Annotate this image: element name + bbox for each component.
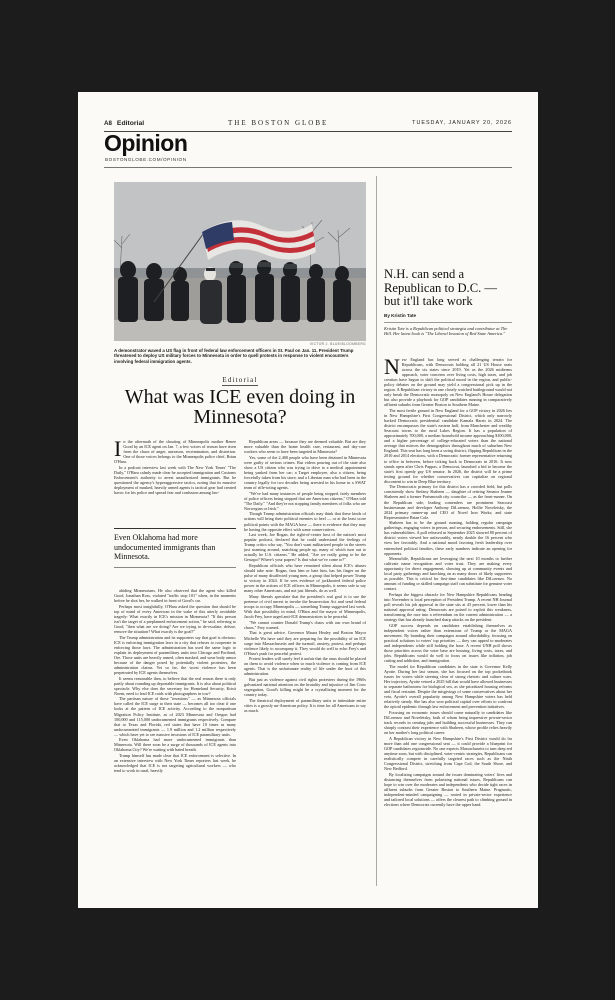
- section-rule: [104, 167, 512, 168]
- page-number: A8: [104, 119, 112, 127]
- byline-rule: [384, 322, 512, 323]
- editorial-label-text: Editorial: [222, 376, 258, 384]
- op-ed-byline: [384, 313, 512, 318]
- editorial-paragraph: The Trump administration and its supporters say that goal is obvious: ICE is enforcing immigration laws in a city that refuses to cooperate in enforcing those laws. The administration has used the same logic to explain its deployment of paramilitary units into Chicago and Portland, Ore. Those units are heavily armed, often masked, and wear body armor because of the danger posed by potentially violent protesters, the administration claims. Yet so far, the worst violence has been perpetrated by ICE agents themselves.: [114, 634, 236, 675]
- op-ed-paragraph: Shaheen has to be the ground running, holding regular campaign gatherings, engaging voters in person, and securing endorsements. Still, she has vulnerabilities. A poll released in September 2025 showed 80 percent of district voters viewed her unfavorably, nearly double the 16 percent who view her favorably. And a national mood favoring fresh leadership over entrenched political families, these early numbers indicate an opening for opponents.: [384, 520, 512, 556]
- op-ed-paragraph: The most fertile ground in New England for a GOP victory in 2026 lies in New Hampshire's First Congressional District, which only narrowly backed Democratic presidential candidate Kamala Harris in 2024. The district encompasses the state's eastern half, from Manchester and wealthy Seacoast towns to the rural Lakes Region. It has a population of approximately 700,000, a median household income approaching $100,000, and a higher percentage of college-educated voters than the national average that mirrors the demographics throughout much of suburban New England. This seat has long been a swing district, flipping Republican in the 2010 and 2014 elections, with a Democratic former representative returning to office in between, before ticking back to Democrats in 2016. It now stands open after Chris Pappas, a Democrat, launched a bid to become the state's first openly gay US senator. In 2026, the district will be a prime testing ground for whether conservatives can capitalize on regional discontent to win in Deep Blue territory.: [384, 408, 512, 484]
- editorial-paragraph: The theatrical deployment of paramilitary units to intimidate entire cities is a grossly un-American policy. It is time for all Americans to say as much.: [244, 697, 366, 713]
- editorial-column-1-continued: [114, 588, 236, 876]
- newspaper-page: [78, 92, 538, 908]
- op-ed-paragraph: Focusing on economic issues should come naturally to candidates like DiLorenzo and Noveletsky, both of whom bring impressive private-sector track records in creating jobs and building successful businesses. They can sharply contrast their experience with Shaheen, whose profile relies heavily on her mother's long political career.: [384, 709, 512, 736]
- editorial-paragraph: Yes, some of the 2,400 people who have been detained in Minnesota were guilty of serious crimes. But videos pouring out of the state also show a US citizen who was trying to drive to a medical appointment being yanked from her car; a Target employee, also a citizen, being forcefully taken from his store; and a Liberian man who had been in the country legally for two decades being arrested in his home in a SWAT team of rifle-toting agents.: [244, 454, 366, 491]
- op-ed-lead-paragraph: [384, 357, 512, 407]
- photo-illustration: [114, 182, 366, 341]
- op-ed-column: [384, 357, 512, 876]
- op-ed-lead-text: ew England has long served as challenging terrain for Republicans, with Democrats holding all 21 US House seats across the six states since 2019. Yet as the 2026 midterms approach, voter concerns over living costs, high taxes, and job creation have begun to shift the political mood in the region, and public-policy debates on the ground may yield a congressional pick up in the region. A Republican victory in one closely watched battleground would not only break the Democratic monopoly on New England's House delegation but also provide a playbook for GOP candidates running in comparatively affluent suburbs from Greater Boston to Southern Maine.: [384, 357, 512, 408]
- editorial-paragraph: Even Oklahoma had more undocumented immigrants than Minnesota. Will there soon be a surge of thousands of ICE agents into Oklahoma City? We're waiting with bated breath.: [114, 737, 236, 753]
- op-ed-paragraph: Meanwhile, Republicans are leveraging the next 10 months to further cultivate name recognition and voter trust. They are making every opportunity for direct engagement, showing up at community events and local party gatherings and knocking on as many doors of likely supporters as possible. This is critical for first-time candidates like DiLorenzo. No amount of funding or skilled campaign staff can substitute for genuine voter contact.: [384, 556, 512, 592]
- officer-line: [118, 260, 351, 323]
- editorial-paragraph: Republican officials who have remained silent about ICE's abuses should take note. Rogan, fans him or hate him, has his finger on the pulse of many disaffected young men, a group that helped power Trump to victory in 2024. If he sees evidence of jackbooted federal police power in the actions of ICE officers in Minneapolis, it seems safe to say many other Americans, and not just liberals, do as well.: [244, 563, 366, 594]
- opinion-url: BOSTONGLOBE.COM/OPINION: [105, 157, 187, 162]
- opinion-section-title: Opinion: [104, 130, 188, 156]
- editorial-headline: What was ICE even doing in Minnesota?: [124, 386, 356, 428]
- protest-photo: [114, 182, 366, 341]
- op-ed-paragraph: Perhaps the biggest obstacle for New Hampshire Republicans heading into November is local perception of President Trump. A recent NH Journal poll reveals his job approval in the state sits at 43 percent, lower than his national approval rating. Democrats are poised to exploit this weakness, transforming the race into a referendum on the current administration — a strategy that has already launched sharp attacks on the president.: [384, 592, 512, 623]
- editorial-label: [114, 376, 366, 384]
- editorial-paragraph: Trump himself has made clear that ICE enforcement is selective. In an extensive interview with New York Times reporters last week, he acknowledged that ICE is not targeting agricultural workers — who tend to work in rural, heavily: [114, 753, 236, 774]
- snow: [114, 320, 366, 341]
- byline-name: Kristin Tate: [391, 313, 417, 318]
- editorial-paragraph: Though Trump administration officials may think that these kinds of actions will bring their political enemies to heel — or at the least score political points with the MAGA base — there is evidence that they may be having the opposite effect with some conservatives.: [244, 511, 366, 532]
- editorial-paragraph: "We've had many instances of people being stopped, fairly members of police officers being stopped that are American citizens," O'Hara told "The Daily." "And they're not stopping family members of folks who are Norwegian or Irish.": [244, 490, 366, 511]
- editorial-column-1: [114, 436, 236, 496]
- editorial-paragraph: But just as violence against civil rights protesters during the 1960s galvanized national attention on the brutality and injustice of Jim Crow segregation, Good's killing might be a crystallizing moment for the country today.: [244, 677, 366, 698]
- masthead: THE BOSTON GLOBE: [227, 119, 329, 127]
- editorial-lead-text: n the aftermath of the shooting of Minneapolis mother Renee Good by an ICE agent on Jan. 7, a few voices of reason have risen from the chaos of anger, unreason, recrimination, and distortion. One of those voices belongs to the Minneapolis police chief, Brian O'Hara.: [114, 439, 236, 465]
- editorial-dropcap: I: [114, 436, 122, 461]
- op-ed-paragraph: The Democratic primary for this district has a crowded field, but polls consistently show Stefany Shaheen — daughter of retiring Senator Jeanne Shaheen and a former Portsmouth city councilor — as the front-runner. On the Republican side, leading contenders are prominent Seacoast businessman and developer Anthony DiLorenzo, Hollie Noveletsky, the 2024 primary runner-up and CEO of Novel Iron Works; and state Representative Brian Cole.: [384, 484, 512, 520]
- editorial-paragraph: Last week, Joe Rogan, the right-of-center host of the nation's most popular podcast, declared that he could understand the feelings of Trump critics who say, "You don't want militarized people in the streets just roaming around, snatching people up, many of which turn out to actually be U.S. citizens." He added, "Are we really going to be the Gestapo? Where's your papers? Is that what we've come to?": [244, 532, 366, 563]
- op-ed-headline: N.H. can send a Republican to D.C. — but it'll take work: [384, 267, 497, 308]
- editorial-column-2: [244, 439, 366, 873]
- editorial-paragraph: That is great advice. Governor Maura Healey and Boston Mayor Michelle Wu have said they are preparing for the possibility of an ICE surge into Massachusetts and the turmoil, anxiety, protest, and perhaps violence likely to accompany it. They would do well to echo Frey's and O'Hara's push for peaceful protest.: [244, 630, 366, 656]
- section-label: Editorial: [116, 119, 145, 127]
- issue-date: TUESDAY, JANUARY 20, 2026: [412, 120, 512, 126]
- editorial-paragraph: abiding Minnesotans. He also observed that the agent who killed Good, Jonathan Ross, violated "traffic stop 101" when, in the moments before he shot her, he walked in front of Good's car.: [114, 588, 236, 604]
- editorial-paragraph: It seems reasonable then, to believe that the real reason there is only partly about rounding up deportable immigrants. It is also about political spectacle. Why else does the secretary for Homeland Security, Kristi Noem, need to lead ICE raids with photographers in tow?: [114, 675, 236, 696]
- editorial-paragraph: Republican areas — because they are deemed valuable. But are they more valuable than the home health care, restaurant, and day-care workers who seem to have been targeted in Minnesota?: [244, 439, 366, 455]
- op-ed-dropcap: N: [384, 357, 400, 379]
- editorial-paragraph: Many liberals speculate that the president's real goal is to use the pretense of civil unrest to invoke the Insurrection Act and send federal troops to occupy Minneapolis — something Trump suggested last week. With that possibility in mind, O'Hara and the mayor of Minneapolis, Jacob Frey, have urged anti-ICE demonstrators to be peaceful.: [244, 593, 366, 620]
- editorial-lead-paragraph: [114, 436, 236, 465]
- editorial-paragraph: Perhaps most insightfully, O'Hara asked the question that should be top of mind of every American in the wake of this utterly avoidable tragedy: What exactly in ICE's mission in Minnesota? "If this person isn't the target of a preplanned enforcement action," he said, referring to Good, "then what are we doing? Are we trying to de-escalate, defuse, remove the situation? What exactly is the goal?": [114, 603, 236, 634]
- photo-credit: VICTOR J. BLUE/BLOOMBERG: [309, 342, 366, 346]
- editorial-paragraph: The partisan nature of these "invasions" — as Minnesota officials have called the ICE surge to their state — becomes all too clear if one looks at the pattern of ICE activity. According to the nonpartisan Migration Policy Institute, as of 2023 Minnesota and Oregon had 100,000 and 115,000 undocumented immigrants respectively. Compare that to Texas and Florida, red states that have 10 times as many undocumented immigrants — 1.9 million and 1.2 million respectively — which have yet to see massive invasions of ICE paramilitary units.: [114, 696, 236, 737]
- column-divider: [376, 176, 377, 886]
- op-ed-paragraph: A Republican victory in New Hampshire's First District would do far more than add one congressional seat — it could provide a blueprint for GOP candidates regionwide. No one expects Massachusetts to turn deep red anytime soon, but with disciplined, voter-centric strategies, Republicans can realistically compete in carefully targeted races such as the Ninth Congressional District, stretching from Cape Cod, the South Shore, and New Bedford.: [384, 735, 512, 772]
- byline-prefix: By: [384, 313, 390, 318]
- page-header: [104, 116, 512, 130]
- op-ed-paragraph: GOP success depends on candidates establishing themselves as independent voices rather than extensions of Trump or the MAGA movement. By branding their campaigns around affordability, focusing on practical solutions to voters' top priorities — they can appeal to moderates and independents while still holding the base. A recent UNH poll shows those priorities across the voter base are housing, living costs, taxes, and jobs. Republicans would do well to focus on issues like inflation, job cutting and addiction, and immigration.: [384, 623, 512, 664]
- photo-caption: A demonstrator waved a US flag in front of federal law enforcement officers in St. Paul on Jan. 11. President Trump threatened to deploy US military forces to Minnesota in order to quell protests in response to violent encounters involving federal immigration agents.: [114, 348, 354, 364]
- editorial-pullquote: Even Oklahoma had more undocumented immigrants than Minnesota.: [114, 528, 236, 568]
- op-ed-author-note: Kristin Tate is a Republican political strategist and contributor at The Hill. Her latest book is "The Liberal Invasion of Red State America.": [384, 326, 508, 337]
- op-ed-paragraph: The model for Republican candidates in the state is Governor Kelly Ayotte. During her last season, she has focused on the top pocketbook issues for voters while steering clear of strong rhetoric and culture wars. Her trajectory, Ayotte vetoed a 2025 bill that would have allowed businesses to separate bathrooms for biological sex, as she prioritized housing reforms and fiscal restraint. Despite the misgivings of some conservatives about her veto, Ayotte's overall popularity among New Hampshire voters has held relatively steady. She has also won political capital over efforts to confront the opioid epidemic through law enforcement and prevention initiatives.: [384, 663, 512, 710]
- editorial-paragraph: "We cannot counter Donald Trump's chaos with our own brand of chaos," Frey warned.: [244, 619, 366, 630]
- editorial-paragraph: In a podcast interview last week with The New York Times' "The Daily," O'Hara calmly made clear he accepted immigration and Customs Enforcement's authority to arrest unauthorized immigrants. But he questioned the agency's hyperaggressive tactics, noting that its massive deployment of masked, heavily armed agents is tactical gear had created havoc for his police and spread fear and confusion among law-: [114, 464, 236, 496]
- op-ed-paragraph: By localizing campaigns around the issues dominating voters' lives and distancing themselves from polarizing national issues, Republicans can hope to win over the moderates and independents who decide tight races in affluent suburbs from Greater Boston to Southern Maine. Pragmatic, independent-minded campaigning — rooted in private-sector experience and tailored local solutions — offers the clearest path to climbing ground in elections where Democrats currently have the upper hand.: [384, 771, 512, 808]
- editorial-paragraph: Protest leaders will surely feel it unfair that the onus should be placed on them to avoid violence when so much violence is coming from ICE agents. That is the unfortunate reality of life under the boot of this administration.: [244, 656, 366, 677]
